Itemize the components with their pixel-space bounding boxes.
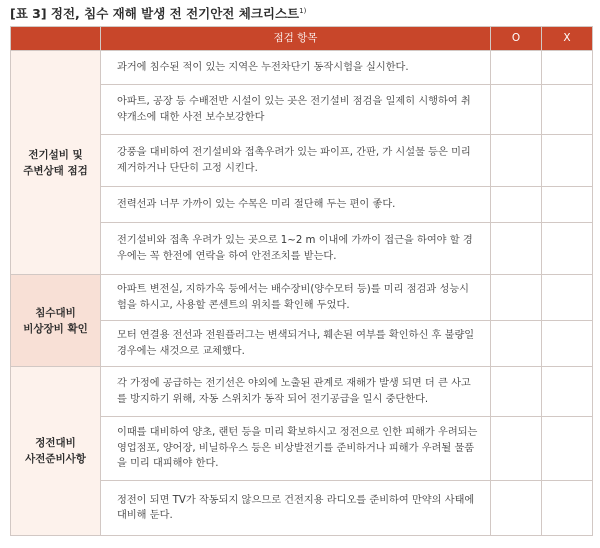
- x-checkbox-cell[interactable]: [542, 51, 593, 85]
- caption-text: [표 3] 정전, 침수 재해 발생 전 전기안전 체크리스트: [10, 6, 300, 21]
- category-cell: [11, 275, 101, 367]
- o-checkbox-cell[interactable]: [491, 275, 542, 321]
- o-checkbox-cell[interactable]: [491, 223, 542, 275]
- check-item: 강풍을 대비하여 전기설비와 접촉우려가 있는 파이프, 간판, 가 시설물 등은 미리 제거하거나 단단히 고정 시킨다.: [101, 135, 491, 187]
- category-label: 전기설비 및 주변상태 점검: [23, 148, 88, 177]
- check-item: 전기설비와 접촉 우려가 있는 곳으로 1~2 m 이내에 가까이 접근을 하여야 할 경우에는 꼭 한전에 연락을 하여 안전조치를 받는다.: [101, 223, 491, 275]
- x-checkbox-cell[interactable]: [542, 481, 593, 536]
- x-checkbox-cell[interactable]: [542, 321, 593, 367]
- header-x: X: [542, 27, 593, 51]
- check-item: 아파트 변전실, 지하가옥 등에서는 배수장비(양수모터 등)를 미리 점검과 성능시험을 하시고, 사용할 콘센트의 위치를 확인해 두었다.: [101, 275, 491, 321]
- check-item: 각 가정에 공급하는 전기선은 야외에 노출된 관계로 재해가 발생 되면 더 큰 사고를 방지하기 위해, 자동 스위치가 동작 되어 전기공급을 일시 중단한다.: [101, 367, 491, 417]
- check-item: 이때를 대비하여 양초, 랜턴 등을 미리 확보하시고 정전으로 인한 피해가 우려되는 영업점포, 양어장, 비닐하우스 등은 비상발전기를 준비하거나 피해가 우려될 물품을 미리 대피해야 한다.: [101, 417, 491, 481]
- x-checkbox-cell[interactable]: [542, 187, 593, 223]
- table-row: [11, 275, 593, 321]
- o-checkbox-cell[interactable]: [491, 51, 542, 85]
- category-cell: [11, 51, 101, 275]
- x-checkbox-cell[interactable]: [542, 85, 593, 135]
- o-checkbox-cell[interactable]: [491, 321, 542, 367]
- o-checkbox-cell[interactable]: [491, 135, 542, 187]
- check-item: 아파트, 공장 등 수배전반 시설이 있는 곳은 전기설비 점검을 일제히 시행하여 취약개소에 대한 사전 보수보강한다: [101, 85, 491, 135]
- o-checkbox-cell[interactable]: [491, 367, 542, 417]
- x-checkbox-cell[interactable]: [542, 275, 593, 321]
- category-cell: [11, 367, 101, 536]
- table-row: [11, 51, 593, 85]
- check-item: 과거에 침수된 적이 있는 지역은 누전차단기 동작시험을 실시한다.: [101, 51, 491, 85]
- x-checkbox-cell[interactable]: [542, 223, 593, 275]
- header-category: [11, 27, 101, 51]
- footnote-mark: 1): [299, 6, 307, 15]
- check-item: 정전이 되면 TV가 작동되지 않으므로 건전지용 라디오를 준비하여 만약의 사태에 대비해 둔다.: [101, 481, 491, 536]
- o-checkbox-cell[interactable]: [491, 85, 542, 135]
- x-checkbox-cell[interactable]: [542, 417, 593, 481]
- table-caption: [10, 4, 306, 22]
- header-row: [11, 27, 593, 51]
- o-checkbox-cell[interactable]: [491, 187, 542, 223]
- category-label: 정전대비 사전준비사항: [25, 437, 86, 465]
- x-checkbox-cell[interactable]: [542, 135, 593, 187]
- table-row: [11, 367, 593, 417]
- category-label: 침수대비 비상장비 확인: [23, 306, 88, 335]
- header-item: 점검 항목: [101, 27, 491, 51]
- checklist-table: [10, 26, 593, 536]
- check-item: 모터 연결용 전선과 전원플러그는 변색되거나, 훼손된 여부를 확인하신 후 불량일 경우에는 새것으로 교체했다.: [101, 321, 491, 367]
- x-checkbox-cell[interactable]: [542, 367, 593, 417]
- header-o: O: [491, 27, 542, 51]
- o-checkbox-cell[interactable]: [491, 481, 542, 536]
- check-item: 전력선과 너무 가까이 있는 수목은 미리 절단해 두는 편이 좋다.: [101, 187, 491, 223]
- o-checkbox-cell[interactable]: [491, 417, 542, 481]
